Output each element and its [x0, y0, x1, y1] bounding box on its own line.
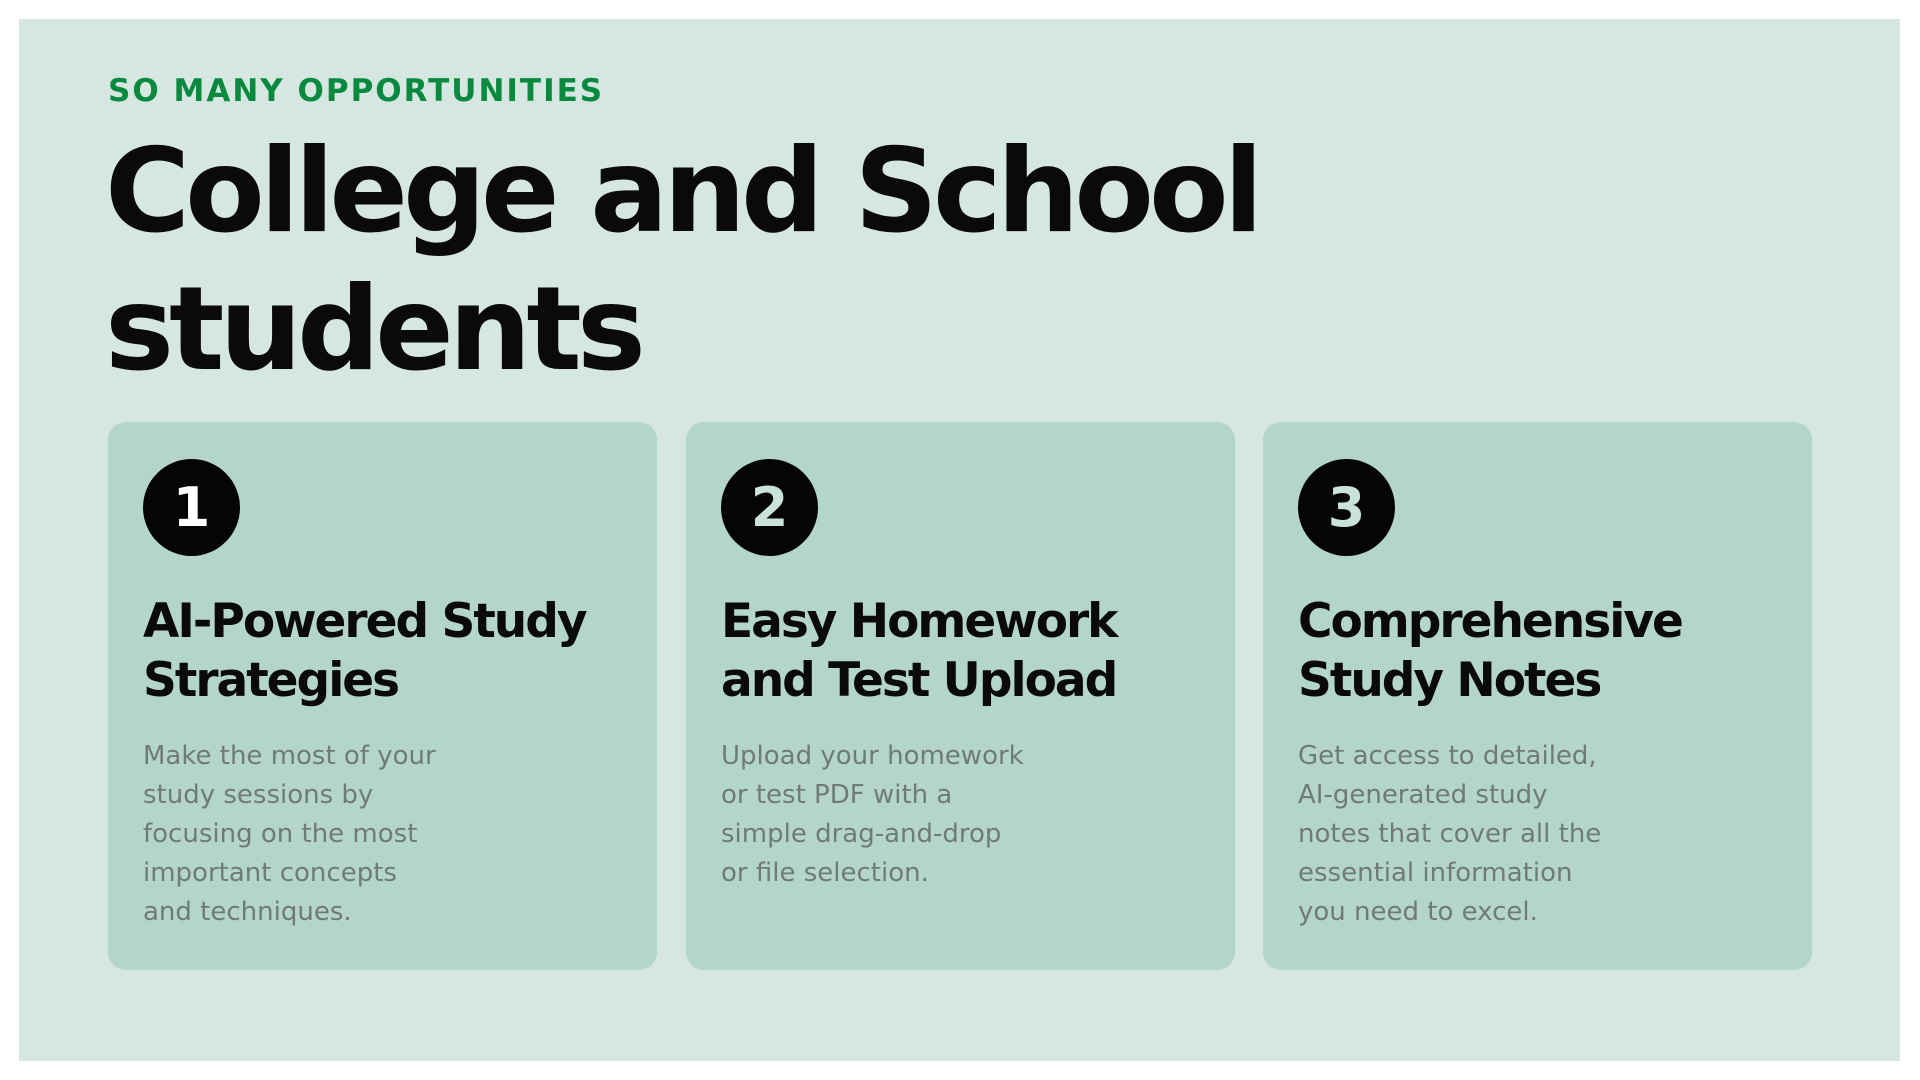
- slide: [19, 19, 1900, 1061]
- number-badge: [1298, 459, 1395, 556]
- page-title-line-2: students: [105, 262, 641, 397]
- page-title: [105, 123, 1305, 399]
- card-title-line-2: Strategies: [143, 653, 399, 708]
- card-description-line: focusing on the most: [143, 819, 418, 849]
- feature-card-homework-upload: [686, 422, 1235, 970]
- card-title-line-2: Study Notes: [1298, 653, 1601, 708]
- card-description-line: Get access to detailed,: [1298, 741, 1597, 771]
- feature-card-ai-strategies: [108, 422, 657, 970]
- card-title-line-1: AI-Powered Study: [143, 594, 586, 649]
- feature-card-study-notes: [1263, 422, 1812, 970]
- card-title-line-2: and Test Upload: [721, 653, 1117, 708]
- number-badge: [143, 459, 240, 556]
- card-description: [1298, 737, 1628, 932]
- card-description-line: and techniques.: [143, 897, 352, 927]
- page-title-line-1: College and School: [105, 124, 1259, 259]
- card-description-line: study sessions by: [143, 780, 374, 810]
- card-description: [143, 737, 473, 932]
- card-description-line: or file selection.: [721, 858, 929, 888]
- card-title-line-1: Comprehensive: [1298, 594, 1682, 649]
- number-badge-label: 2: [750, 475, 789, 539]
- card-description-line: essential information: [1298, 858, 1573, 888]
- card-description-line: or test PDF with a: [721, 780, 953, 810]
- card-title-line-1: Easy Homework: [721, 594, 1117, 649]
- card-title: [721, 592, 1221, 710]
- card-title: [1298, 592, 1798, 710]
- card-description-line: Upload your homework: [721, 741, 1024, 771]
- eyebrow-label: SO MANY OPPORTUNITIES: [108, 73, 605, 109]
- number-badge-label: 3: [1327, 475, 1366, 539]
- card-description-line: AI-generated study: [1298, 780, 1548, 810]
- card-description-line: you need to excel.: [1298, 897, 1538, 927]
- number-badge-label: 1: [172, 475, 211, 539]
- number-badge: [721, 459, 818, 556]
- card-description-line: important concepts: [143, 858, 397, 888]
- card-description-line: Make the most of your: [143, 741, 436, 771]
- card-description-line: simple drag-and-drop: [721, 819, 1002, 849]
- card-description-line: notes that cover all the: [1298, 819, 1602, 849]
- card-title: [143, 592, 643, 710]
- card-description: [721, 737, 1051, 893]
